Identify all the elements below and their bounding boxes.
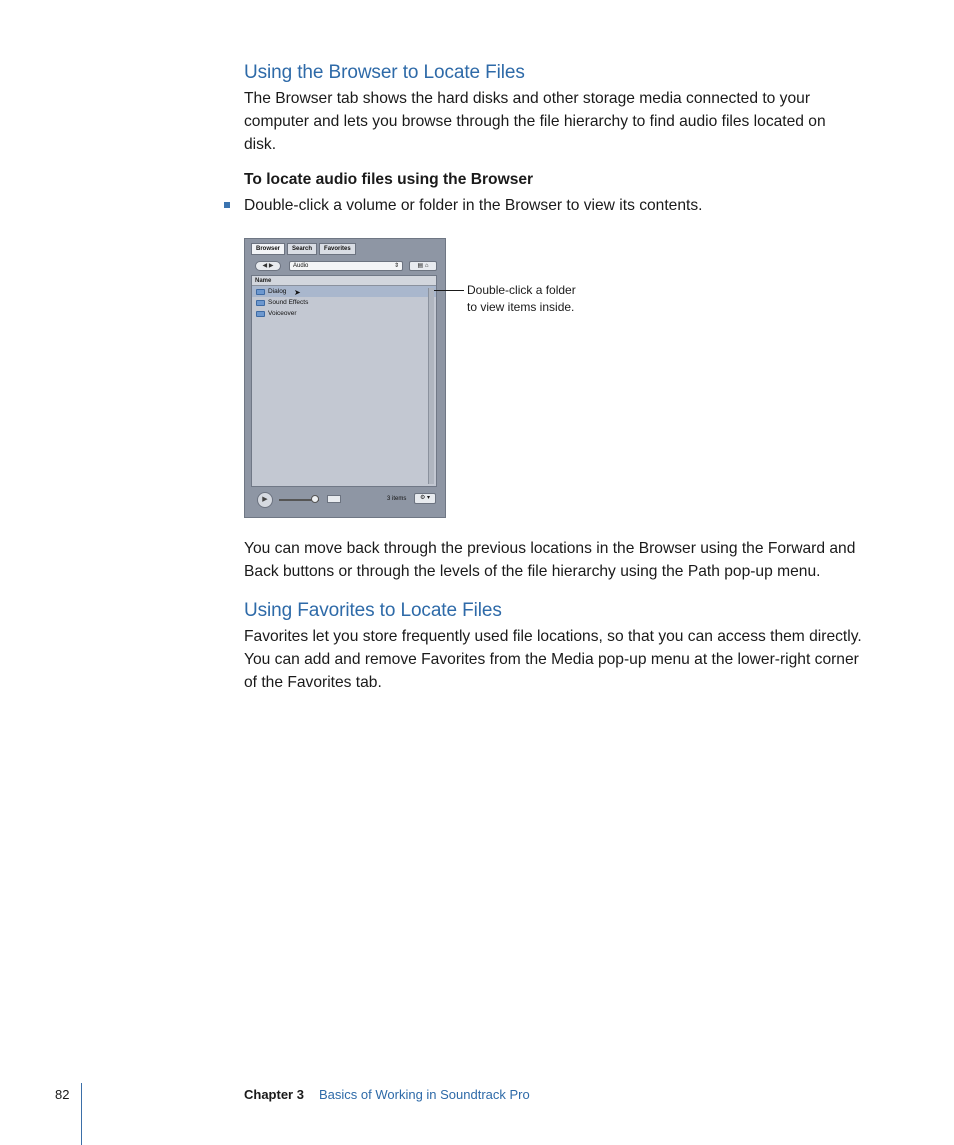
speaker-icon[interactable]: [327, 495, 341, 503]
path-popup-menu[interactable]: [289, 261, 403, 271]
callout-line: to view items inside.: [467, 300, 575, 314]
arrow-cursor-icon: ➤: [294, 288, 301, 297]
view-buttons[interactable]: ▤ ⌂: [409, 261, 437, 271]
paragraph-line: You can move back through the previous locations in the Browser using the Forward and: [244, 540, 856, 557]
list-item[interactable]: [252, 286, 436, 297]
navigation-paragraph: [244, 537, 876, 583]
bullet-text: Double-click a volume or folder in the Browser to view its contents.: [244, 197, 703, 214]
tab-bar: [251, 243, 356, 255]
paragraph-line: disk.: [244, 136, 277, 153]
item-count: 3 items: [387, 496, 407, 502]
file-list: [251, 275, 437, 487]
callout-line: Double-click a folder: [467, 283, 576, 297]
page-number: 82: [55, 1087, 70, 1102]
volume-slider-knob[interactable]: [311, 495, 319, 503]
task-heading: To locate audio files using the Browser: [244, 171, 534, 188]
folder-icon: [256, 300, 265, 306]
paragraph-line: Favorites let you store frequently used file locations, so that you can access them directly.: [244, 628, 862, 645]
browser-screenshot: [244, 238, 446, 518]
folder-icon: [256, 311, 265, 317]
favorites-paragraph: [244, 625, 876, 694]
vertical-scrollbar[interactable]: [428, 288, 434, 484]
tab-favorites[interactable]: Favorites: [319, 243, 356, 255]
item-label: Voiceover: [268, 310, 297, 317]
paragraph-line: computer and lets you browse through the file hierarchy to find audio files located on: [244, 113, 826, 130]
callout-text: [467, 282, 607, 316]
item-label: Dialog: [268, 288, 287, 295]
paragraph-line: Back buttons or through the levels of the file hierarchy using the Path pop-up menu.: [244, 563, 821, 580]
back-forward-buttons[interactable]: ◀ ▶: [255, 261, 281, 271]
updown-arrow-icon: ⇕: [393, 263, 399, 269]
path-value: Audio: [293, 263, 309, 269]
list-item[interactable]: [252, 297, 436, 308]
callout-leader-line: [434, 290, 464, 291]
footer-chapter: Chapter 3: [244, 1087, 304, 1102]
section-heading-favorites: Using Favorites to Locate Files: [244, 600, 502, 621]
folder-icon: [256, 289, 265, 295]
section-heading-browser: Using the Browser to Locate Files: [244, 62, 525, 83]
browser-intro-paragraph: [244, 87, 876, 156]
paragraph-line: You can add and remove Favorites from the Media pop-up menu at the lower-right corner: [244, 651, 859, 668]
transport-bar: [251, 489, 441, 511]
list-item[interactable]: [252, 308, 436, 319]
paragraph-line: of the Favorites tab.: [244, 674, 382, 691]
play-icon[interactable]: ▶: [257, 492, 273, 508]
paragraph-line: The Browser tab shows the hard disks and other storage media connected to your: [244, 90, 811, 107]
tab-browser[interactable]: Browser: [251, 243, 285, 255]
item-label: Sound Effects: [268, 299, 309, 306]
footer-divider: [81, 1083, 82, 1145]
gear-icon[interactable]: ⚙ ▾: [414, 493, 436, 504]
tab-search[interactable]: Search: [287, 243, 317, 255]
browser-toolbar: [251, 259, 441, 273]
name-column-header[interactable]: Name: [252, 276, 436, 286]
footer-chapter-title: Basics of Working in Soundtrack Pro: [319, 1087, 530, 1102]
bullet-square-icon: [224, 202, 230, 208]
